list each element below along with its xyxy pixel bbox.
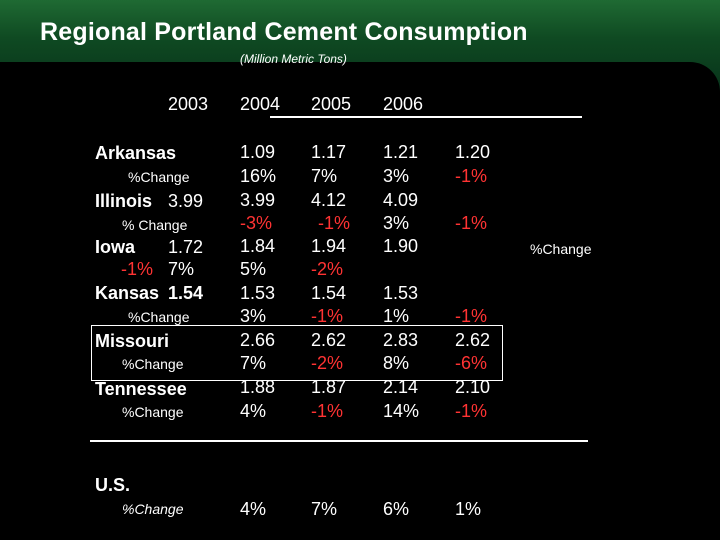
missouri-col5: 2.62 bbox=[455, 330, 491, 350]
us-change-2005: 7% bbox=[311, 499, 338, 519]
kansas-change-2004: 3% bbox=[240, 306, 267, 326]
arkansas-change-2005: 7% bbox=[311, 166, 338, 186]
us-divider bbox=[90, 440, 588, 442]
region-label-tennessee: Tennessee bbox=[95, 379, 187, 399]
illinois-change-label: % Change bbox=[122, 217, 188, 233]
illinois-2003: 3.99 bbox=[168, 191, 204, 211]
banner-cutout bbox=[0, 62, 720, 102]
arkansas-2004: 1.09 bbox=[240, 142, 276, 162]
iowa-2003: 1.72 bbox=[168, 237, 204, 257]
iowa-2006: 1.90 bbox=[383, 236, 419, 256]
iowa-change-b: 7% bbox=[168, 259, 195, 279]
tennessee-2004: 1.88 bbox=[240, 377, 276, 397]
us-change-col5: 1% bbox=[455, 499, 482, 519]
iowa-2005: 1.94 bbox=[311, 236, 347, 256]
kansas-change-col5: -1% bbox=[455, 306, 488, 326]
illinois-2006: 4.09 bbox=[383, 190, 419, 210]
missouri-change-2006: 8% bbox=[383, 353, 410, 373]
arkansas-change-label: %Change bbox=[128, 169, 190, 185]
missouri-2004: 2.66 bbox=[240, 330, 276, 350]
arkansas-change-2004: 16% bbox=[240, 166, 277, 186]
year-header-2003: 2003 bbox=[168, 94, 209, 114]
tennessee-change-2005: -1% bbox=[311, 401, 344, 421]
tennessee-col5: 2.10 bbox=[455, 377, 491, 397]
region-label-us: U.S. bbox=[95, 475, 131, 495]
us-change-label: %Change bbox=[122, 501, 184, 517]
arkansas-change-col5: -1% bbox=[455, 166, 488, 186]
header-rule bbox=[270, 116, 582, 118]
year-header-2006: 2006 bbox=[383, 94, 424, 114]
year-header-2004: 2004 bbox=[240, 94, 281, 114]
kansas-2003: 1.54 bbox=[168, 283, 204, 303]
illinois-change-2006: 3% bbox=[383, 213, 410, 233]
missouri-change-col5: -6% bbox=[455, 353, 488, 373]
iowa-side-change-label: %Change bbox=[530, 241, 592, 257]
illinois-change-2005: -1% bbox=[318, 213, 351, 233]
iowa-change-a: -1% bbox=[121, 259, 154, 279]
tennessee-2006: 2.14 bbox=[383, 377, 419, 397]
tennessee-2005: 1.87 bbox=[311, 377, 347, 397]
iowa-2004: 1.84 bbox=[240, 236, 276, 256]
tennessee-change-col5: -1% bbox=[455, 401, 488, 421]
arkansas-2006: 1.21 bbox=[383, 142, 419, 162]
year-header-2005: 2005 bbox=[311, 94, 352, 114]
illinois-change-2004: -3% bbox=[240, 213, 273, 233]
kansas-2004: 1.53 bbox=[240, 283, 276, 303]
kansas-change-2006: 1% bbox=[383, 306, 410, 326]
region-label-iowa: Iowa bbox=[95, 237, 136, 257]
tennessee-change-label: %Change bbox=[122, 404, 184, 420]
region-label-missouri: Missouri bbox=[95, 331, 170, 351]
missouri-2005: 2.62 bbox=[311, 330, 347, 350]
arkansas-change-2006: 3% bbox=[383, 166, 410, 186]
us-change-2006: 6% bbox=[383, 499, 410, 519]
page-title: Regional Portland Cement Consumption bbox=[40, 18, 528, 46]
region-label-illinois: Illinois bbox=[95, 191, 153, 211]
kansas-change-label: %Change bbox=[128, 309, 190, 325]
kansas-2005: 1.54 bbox=[311, 283, 347, 303]
arkansas-2005: 1.17 bbox=[311, 142, 347, 162]
region-label-arkansas: Arkansas bbox=[95, 143, 177, 163]
missouri-2006: 2.83 bbox=[383, 330, 419, 350]
kansas-change-2005: -1% bbox=[311, 306, 344, 326]
iowa-change-2005: -2% bbox=[311, 259, 344, 279]
tennessee-change-2006: 14% bbox=[383, 401, 420, 421]
missouri-change-2005: -2% bbox=[311, 353, 344, 373]
illinois-2005: 4.12 bbox=[311, 190, 347, 210]
missouri-change-2004: 7% bbox=[240, 353, 267, 373]
iowa-change-2004: 5% bbox=[240, 259, 267, 279]
tennessee-change-2004: 4% bbox=[240, 401, 267, 421]
missouri-change-label: %Change bbox=[122, 356, 184, 372]
illinois-change-col5: -1% bbox=[455, 213, 488, 233]
region-label-kansas: Kansas bbox=[95, 283, 160, 303]
arkansas-col5: 1.20 bbox=[455, 142, 491, 162]
illinois-2004: 3.99 bbox=[240, 190, 276, 210]
kansas-2006: 1.53 bbox=[383, 283, 419, 303]
us-change-2004: 4% bbox=[240, 499, 267, 519]
page-subtitle: (Million Metric Tons) bbox=[240, 52, 347, 66]
